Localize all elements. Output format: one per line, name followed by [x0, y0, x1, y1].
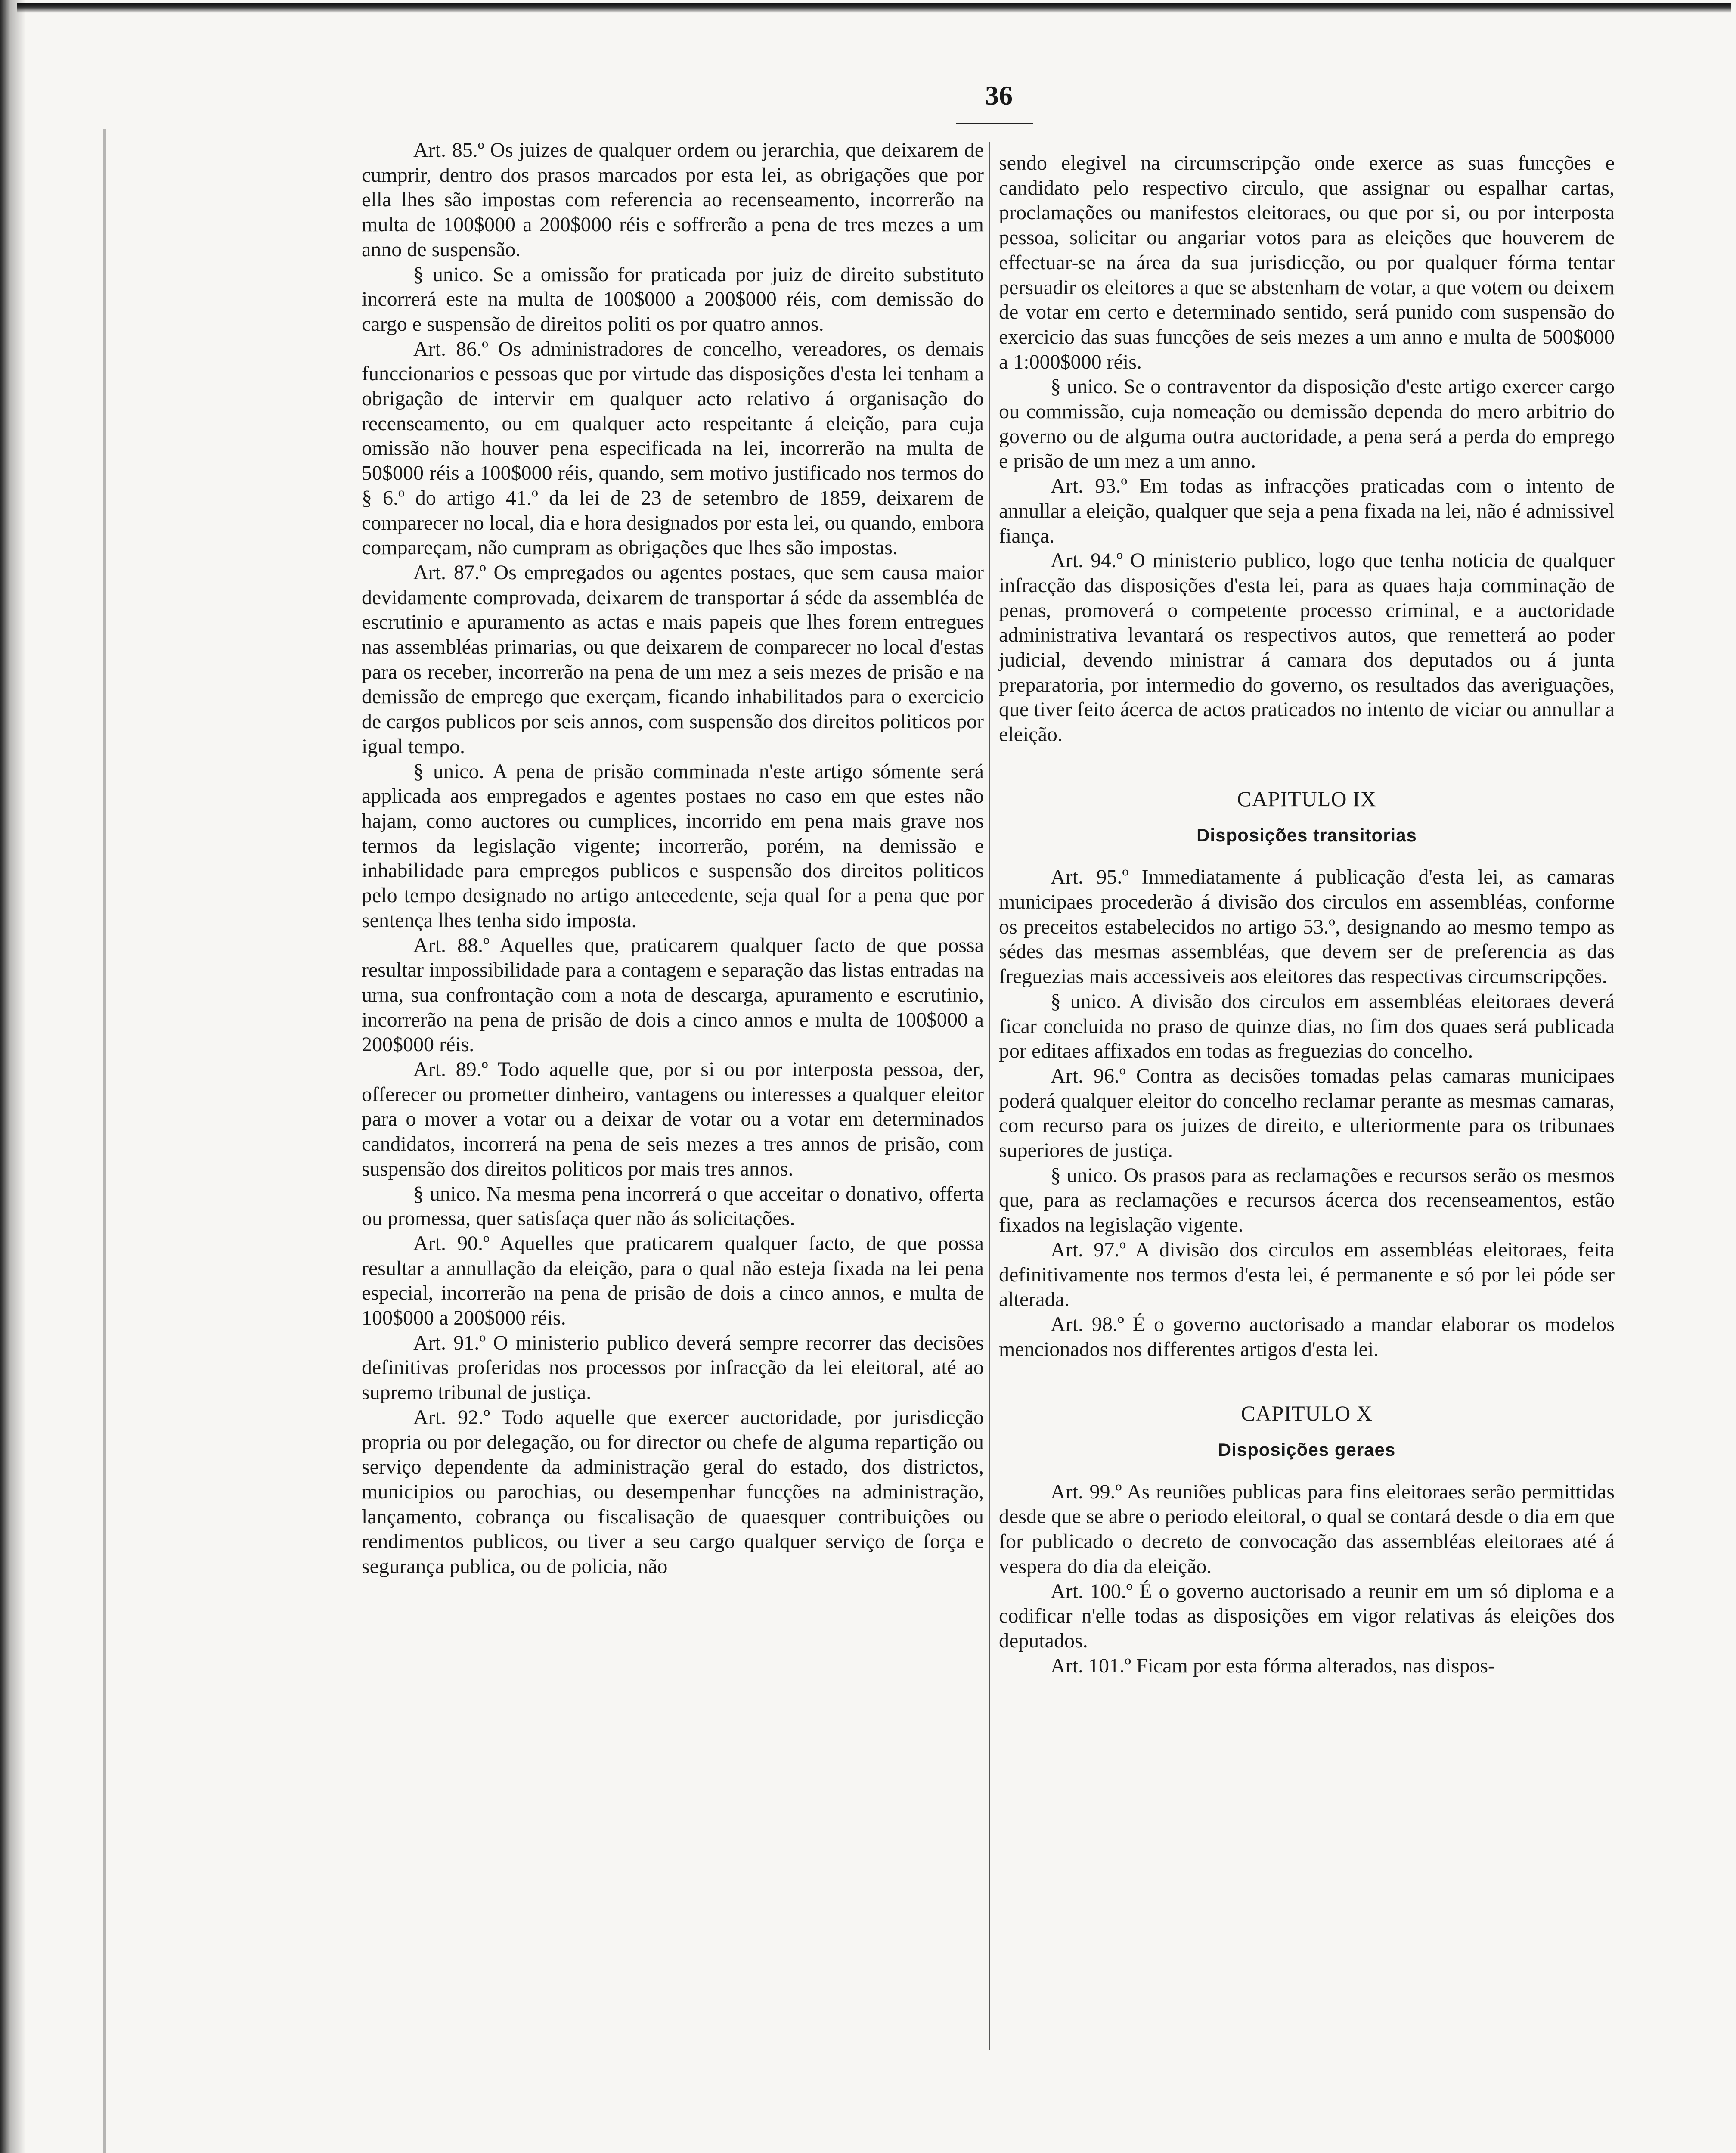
- paragraph: Art. 86.º Os administradores de concelho, vereadores, os demais funccionarios e pessoas que por virtude das disposições d'esta lei tenham a obrigação de intervir em qualquer acto relativo á organisação do recenseamento, ou em qualquer acto respeitante á eleição, para cuja omissão não houver pena especificada na lei, incorrerão na multa de 50$000 réis a 100$000 réis, quando, sem motivo justificado nos termos do § 6.º do artigo 41.º da lei de 23 de setembro de 1859, deixarem de comparecer no local, dia e hora designados por esta lei, ou quando, embora compareçam, não cumpram as obrigações que lhes são impostas.: [362, 337, 984, 559]
- paragraph: § unico. Na mesma pena incorrerá o que acceitar o donativo, offerta ou promessa, quer satisfaça quer não ás solicitações.: [362, 1182, 984, 1230]
- chapter-ix-title: CAPITULO IX: [1237, 786, 1376, 811]
- paragraph: Art. 85.º Os juizes de qualquer ordem ou jerarchia, que deixarem de cumprir, dentro dos prasos marcados por esta lei, as obrigações que por ella lhes são impostas com referencia ao recenseamento, incorrerão na multa de 100$000 a 200$000 réis e soffrerão a pena de tres mezes a um anno de suspensão.: [362, 139, 984, 261]
- page-number: 36: [985, 80, 1013, 111]
- binding-shadow: [103, 129, 106, 2153]
- paragraph: § unico. A pena de prisão comminada n'este artigo sómente será applicada aos empregados e agentes postaes no caso em que estes não hajam, como auctores ou cumplices, incorrido em pena mais grave nos termos da legislação vigente; incorrerão, porém, na demissão e inhabilidade para empregos publicos e suspensão dos direitos politicos pelo tempo designado no artigo antecedente, seja qual for a pena que por sentença lhes tenha sido imposta.: [362, 760, 984, 932]
- chapter-ix-subtitle: Disposições transitorias: [1197, 825, 1417, 845]
- paragraph: § unico. Se o contraventor da disposição d'este artigo exercer cargo ou commissão, cuja nomeação ou demissão dependa do mero arbitrio do governo ou de alguma outra auctoridade, a pena será a perda do emprego e prisão de um mez a um anno.: [999, 375, 1615, 473]
- paragraph: Art. 96.º Contra as decisões tomadas pelas camaras municipaes poderá qualquer eleitor do concelho reclamar perante as mesmas camaras, com recurso para os juizes de direito, e ulteriormente para os tribunaes superiores de justiça.: [999, 1064, 1615, 1162]
- paragraph: Art. 87.º Os empregados ou agentes postaes, que sem causa maior devidamente comprovada, deixarem de transportar á séde da assembléa de escrutinio e apuramento as actas e mais papeis que lhes forem entregues nas assembléas primarias, ou que deixarem de comparecer no local d'estas para os receber, incorrerão na pena de um mez a seis mezes de prisão e na demissão de emprego que exerçam, ficando inhabilitados para o exercicio de cargos publicos por seis annos, com suspensão dos direitos politicos por igual tempo.: [362, 561, 984, 758]
- paragraph: Art. 92.º Todo aquelle que exercer auctoridade, por jurisdicção propria ou por delegação, ou for director ou chefe de alguma repartição ou serviço dependente da administração geral do estado, dos districtos, municipios ou parochias, ou desempenhar funcções na administração, lançamento, cobrança ou fiscalisação de quaesquer contribuições ou rendimentos publicos, ou tiver a seu cargo qualquer serviço de força e segurança publica, ou de policia, não: [362, 1405, 984, 1578]
- left-column: [362, 138, 984, 1579]
- paragraph: Art. 99.º As reuniões publicas para fins eleitoraes serão permittidas desde que se abre o periodo eleitoral, o qual se contará desde o dia em que for publicado o decreto de convocação das assembléas eleitoraes até á vespera do dia da eleição.: [999, 1480, 1615, 1578]
- scan-edge-top: [17, 3, 1731, 13]
- paragraph: Art. 101.º Ficam por esta fórma alterados, nas dispos-: [1051, 1654, 1495, 1677]
- chapter-x-subtitle: Disposições geraes: [1218, 1439, 1396, 1460]
- paragraph: § unico. Se a omissão for praticada por juiz de direito substituto incorrerá este na multa de 100$000 a 200$000 réis, com demissão do cargo e suspensão de direitos politi os por quatro annos.: [362, 263, 984, 335]
- paragraph: Art. 89.º Todo aquelle que, por si ou por interposta pessoa, der, offerecer ou prometter dinheiro, vantagens ou interesses a qualquer eleitor para o mover a votar ou a deixar de votar ou a votar em determinados candidatos, incorrerá na pena de seis mezes a tres annos de prisão, com suspensão dos direitos politicos por mais tres annos.: [362, 1058, 984, 1180]
- paragraph: Art. 100.º É o governo auctorisado a reunir em um só diploma e a codificar n'elle todas as disposições em vigor relativas ás eleições dos deputados.: [999, 1579, 1615, 1652]
- chapter-x-title: CAPITULO X: [1241, 1401, 1373, 1426]
- column-divider: [989, 142, 990, 2050]
- paragraph: Art. 97.º A divisão dos circulos em assembléas eleitoraes, feita definitivamente nos termos d'esta lei, é permanente e só por lei póde ser alterada.: [999, 1238, 1615, 1311]
- paragraph: Art. 95.º Immediatamente á publicação d'esta lei, as camaras municipaes procederão á divisão dos circulos em assembléas, conforme os preceitos estabelecidos no artigo 53.º, designando ao mesmo tempo as sédes das mesmas assembléas, que devem ser de preferencia as das freguezias mais accessiveis aos eleitores das respectivas circumscripções.: [999, 866, 1615, 988]
- right-column: [999, 151, 1615, 1678]
- paragraph: Art. 88.º Aquelles que, praticarem qualquer facto de que possa resultar impossibilidade para a contagem e separação das listas entradas na urna, sua confrontação com a nota de descarga, apuramento e escrutinio, incorrerão na pena de prisão de dois a cinco annos e multa de 100$000 a 200$000 réis.: [362, 934, 984, 1056]
- paragraph: Art. 93.º Em todas as infracções praticadas com o intento de annullar a eleição, qualquer que seja a pena fixada na lei, não é admissivel fiança.: [999, 475, 1615, 547]
- paragraph: § unico. A divisão dos circulos em assembléas eleitoraes deverá ficar concluida no praso de quinze dias, no fim dos quaes será publicada por editaes affixados em todas as freguezias do concelho.: [999, 990, 1615, 1063]
- paragraph: § unico. Os prasos para as reclamações e recursos serão os mesmos que, para as reclamações e recursos ácerca dos recenseamentos, estão fixados na legislação vigente.: [999, 1163, 1615, 1237]
- page-number-rule: [956, 123, 1033, 124]
- paragraph: Art. 98.º É o governo auctorisado a mandar elaborar os modelos mencionados nos differentes artigos d'esta lei.: [999, 1312, 1615, 1361]
- paragraph: sendo elegivel na circumscripção onde exerce as suas funcções e candidato pelo respectivo circulo, que assignar ou espalhar cartas, proclamações ou manifestos eleitoraes, ou que por si, ou por interposta pessoa, solicitar ou angariar votos para as eleições que houverem de effectuar-se na área da sua jurisdicção, ou por qualquer fórma tentar persuadir os eleitores a que se abstenham de votar, a que votem ou deixem de votar em certo e determinado sentido, será punido com suspensão do exercicio das suas funcções de seis mezes a um anno e multa de 500$000 a 1:000$000 réis.: [999, 152, 1615, 373]
- paragraph: Art. 91.º O ministerio publico deverá sempre recorrer das decisões definitivas proferidas nos processos por infracção da lei eleitoral, até ao supremo tribunal de justiça.: [362, 1331, 984, 1404]
- paragraph: Art. 94.º O ministerio publico, logo que tenha noticia de qualquer infracção das disposições d'esta lei, para as quaes haja comminação de penas, promoverá o competente processo criminal, e a auctoridade administrativa levantará os respectivos autos, que remetterá ao poder judicial, devendo ministrar á camara dos deputados ou á junta preparatoria, por intermedio do governo, os resultados das averiguações, que tiver feito ácerca de actos praticados no intento de viciar ou annullar a eleição.: [999, 549, 1615, 746]
- paragraph: Art. 90.º Aquelles que praticarem qualquer facto, de que possa resultar a annullação da eleição, para o qual não esteja fixada na lei pena especial, incorrerão na pena de prisão de dois a cinco annos, e multa de 100$000 a 200$000 réis.: [362, 1232, 984, 1330]
- scan-edge-left: [0, 0, 26, 2153]
